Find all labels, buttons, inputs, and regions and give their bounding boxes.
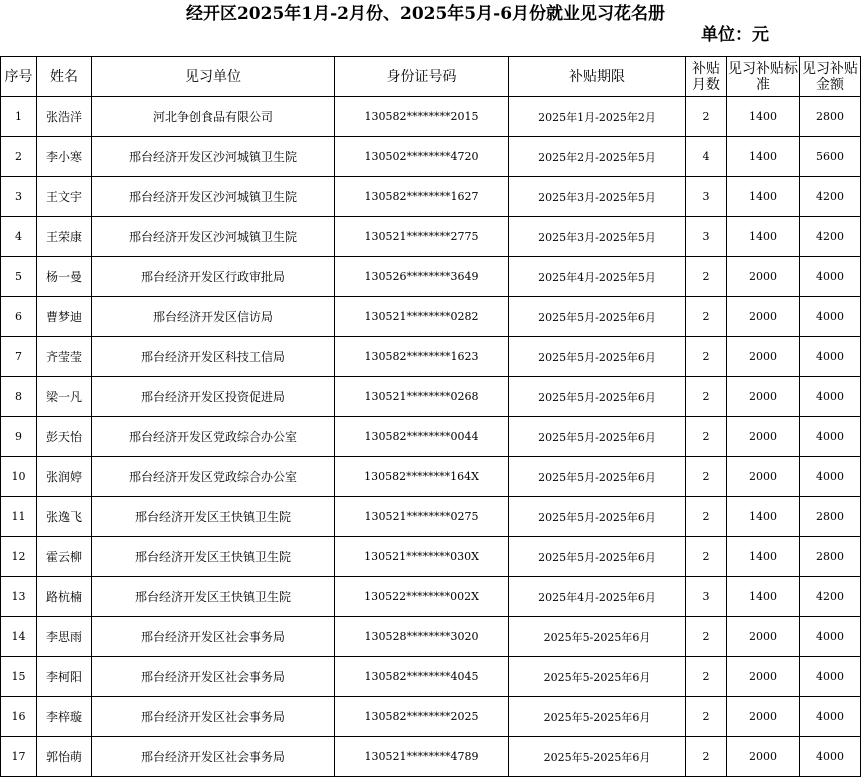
header-id-number: 身份证号码 bbox=[335, 57, 509, 97]
cell-employer: 邢台经济开发区科技工信局 bbox=[92, 337, 335, 377]
cell-index: 16 bbox=[1, 697, 37, 737]
cell-name: 王文宇 bbox=[37, 177, 92, 217]
cell-period: 2025年1月-2025年2月 bbox=[509, 97, 686, 137]
cell-standard: 1400 bbox=[727, 177, 800, 217]
cell-amount: 4000 bbox=[800, 377, 861, 417]
cell-employer: 邢台经济开发区王快镇卫生院 bbox=[92, 577, 335, 617]
cell-name: 杨一曼 bbox=[37, 257, 92, 297]
cell-period: 2025年5月-2025年6月 bbox=[509, 377, 686, 417]
header-standard: 见习补贴标准 bbox=[727, 57, 800, 97]
cell-name: 李思雨 bbox=[37, 617, 92, 657]
cell-standard: 2000 bbox=[727, 337, 800, 377]
cell-name: 李梓璇 bbox=[37, 697, 92, 737]
cell-employer: 邢台经济开发区王快镇卫生院 bbox=[92, 537, 335, 577]
trainee-roster-table bbox=[0, 56, 861, 777]
table-row bbox=[1, 497, 861, 537]
cell-index: 10 bbox=[1, 457, 37, 497]
cell-period: 2025年3月-2025年5月 bbox=[509, 177, 686, 217]
cell-months: 2 bbox=[686, 97, 727, 137]
cell-id-number: 130582********164X bbox=[335, 457, 509, 497]
cell-amount: 4000 bbox=[800, 457, 861, 497]
cell-index: 2 bbox=[1, 137, 37, 177]
table-row bbox=[1, 577, 861, 617]
cell-standard: 2000 bbox=[727, 737, 800, 777]
cell-employer: 邢台经济开发区党政综合办公室 bbox=[92, 457, 335, 497]
cell-name: 霍云柳 bbox=[37, 537, 92, 577]
table-row bbox=[1, 297, 861, 337]
table-row bbox=[1, 217, 861, 257]
cell-period: 2025年5月-2025年6月 bbox=[509, 337, 686, 377]
cell-id-number: 130528********3020 bbox=[335, 617, 509, 657]
cell-name: 梁一凡 bbox=[37, 377, 92, 417]
cell-index: 17 bbox=[1, 737, 37, 777]
header-index: 序号 bbox=[1, 57, 37, 97]
cell-months: 2 bbox=[686, 617, 727, 657]
cell-index: 12 bbox=[1, 537, 37, 577]
header-period: 补贴期限 bbox=[509, 57, 686, 97]
cell-index: 1 bbox=[1, 97, 37, 137]
table-row bbox=[1, 697, 861, 737]
cell-months: 2 bbox=[686, 257, 727, 297]
cell-id-number: 130582********1623 bbox=[335, 337, 509, 377]
cell-employer: 邢台经济开发区社会事务局 bbox=[92, 737, 335, 777]
cell-standard: 1400 bbox=[727, 497, 800, 537]
cell-period: 2025年4月-2025年5月 bbox=[509, 257, 686, 297]
cell-index: 4 bbox=[1, 217, 37, 257]
cell-amount: 4200 bbox=[800, 217, 861, 257]
cell-id-number: 130582********4045 bbox=[335, 657, 509, 697]
cell-employer: 邢台经济开发区沙河城镇卫生院 bbox=[92, 137, 335, 177]
cell-id-number: 130521********2775 bbox=[335, 217, 509, 257]
unit-label: 单位：元 bbox=[701, 25, 769, 45]
cell-months: 2 bbox=[686, 537, 727, 577]
cell-period: 2025年5月-2025年6月 bbox=[509, 297, 686, 337]
cell-name: 李小寒 bbox=[37, 137, 92, 177]
cell-name: 郭怡萌 bbox=[37, 737, 92, 777]
cell-name: 李柯阳 bbox=[37, 657, 92, 697]
cell-id-number: 130582********0044 bbox=[335, 417, 509, 457]
cell-index: 6 bbox=[1, 297, 37, 337]
cell-id-number: 130521********4789 bbox=[335, 737, 509, 777]
cell-standard: 2000 bbox=[727, 417, 800, 457]
table-row bbox=[1, 337, 861, 377]
cell-amount: 2800 bbox=[800, 537, 861, 577]
cell-index: 3 bbox=[1, 177, 37, 217]
cell-name: 曹梦迪 bbox=[37, 297, 92, 337]
cell-period: 2025年5月-2025年6月 bbox=[509, 417, 686, 457]
table-row bbox=[1, 377, 861, 417]
cell-period: 2025年5-2025年6月 bbox=[509, 737, 686, 777]
cell-months: 2 bbox=[686, 457, 727, 497]
cell-id-number: 130526********3649 bbox=[335, 257, 509, 297]
cell-months: 2 bbox=[686, 497, 727, 537]
cell-amount: 2800 bbox=[800, 97, 861, 137]
cell-index: 14 bbox=[1, 617, 37, 657]
table-row bbox=[1, 737, 861, 777]
cell-id-number: 130522********002X bbox=[335, 577, 509, 617]
cell-amount: 4000 bbox=[800, 337, 861, 377]
cell-months: 2 bbox=[686, 657, 727, 697]
cell-months: 2 bbox=[686, 297, 727, 337]
cell-standard: 2000 bbox=[727, 617, 800, 657]
cell-index: 15 bbox=[1, 657, 37, 697]
table-row bbox=[1, 177, 861, 217]
table-row bbox=[1, 657, 861, 697]
table-row bbox=[1, 617, 861, 657]
cell-months: 2 bbox=[686, 337, 727, 377]
cell-index: 9 bbox=[1, 417, 37, 457]
cell-employer: 邢台经济开发区社会事务局 bbox=[92, 697, 335, 737]
cell-standard: 1400 bbox=[727, 137, 800, 177]
cell-period: 2025年4月-2025年6月 bbox=[509, 577, 686, 617]
table-row bbox=[1, 537, 861, 577]
cell-id-number: 130582********2015 bbox=[335, 97, 509, 137]
header-months: 补贴月数 bbox=[686, 57, 727, 97]
cell-period: 2025年5-2025年6月 bbox=[509, 697, 686, 737]
cell-name: 路杭楠 bbox=[37, 577, 92, 617]
cell-standard: 2000 bbox=[727, 257, 800, 297]
cell-employer: 邢台经济开发区党政综合办公室 bbox=[92, 417, 335, 457]
cell-months: 3 bbox=[686, 177, 727, 217]
cell-months: 3 bbox=[686, 577, 727, 617]
table-row bbox=[1, 457, 861, 497]
table-row bbox=[1, 417, 861, 457]
header-amount: 见习补贴金额 bbox=[800, 57, 861, 97]
cell-index: 11 bbox=[1, 497, 37, 537]
cell-employer: 邢台经济开发区社会事务局 bbox=[92, 617, 335, 657]
cell-period: 2025年5月-2025年6月 bbox=[509, 497, 686, 537]
cell-id-number: 130521********030X bbox=[335, 537, 509, 577]
cell-amount: 4000 bbox=[800, 657, 861, 697]
cell-id-number: 130582********2025 bbox=[335, 697, 509, 737]
cell-employer: 邢台经济开发区行政审批局 bbox=[92, 257, 335, 297]
cell-amount: 4000 bbox=[800, 697, 861, 737]
cell-index: 7 bbox=[1, 337, 37, 377]
header-name: 姓名 bbox=[37, 57, 92, 97]
table-row bbox=[1, 257, 861, 297]
cell-standard: 1400 bbox=[727, 217, 800, 257]
cell-standard: 2000 bbox=[727, 297, 800, 337]
cell-employer: 河北争创食品有限公司 bbox=[92, 97, 335, 137]
cell-period: 2025年5-2025年6月 bbox=[509, 617, 686, 657]
cell-standard: 1400 bbox=[727, 97, 800, 137]
cell-employer: 邢台经济开发区王快镇卫生院 bbox=[92, 497, 335, 537]
cell-months: 2 bbox=[686, 737, 727, 777]
cell-id-number: 130521********0268 bbox=[335, 377, 509, 417]
cell-employer: 邢台经济开发区信访局 bbox=[92, 297, 335, 337]
cell-standard: 2000 bbox=[727, 377, 800, 417]
cell-amount: 4200 bbox=[800, 177, 861, 217]
cell-amount: 5600 bbox=[800, 137, 861, 177]
cell-standard: 2000 bbox=[727, 697, 800, 737]
header-row bbox=[1, 57, 861, 97]
cell-months: 3 bbox=[686, 217, 727, 257]
cell-name: 张逸飞 bbox=[37, 497, 92, 537]
cell-index: 8 bbox=[1, 377, 37, 417]
table-body bbox=[1, 97, 861, 777]
cell-standard: 2000 bbox=[727, 457, 800, 497]
cell-name: 张润婷 bbox=[37, 457, 92, 497]
cell-id-number: 130521********0282 bbox=[335, 297, 509, 337]
cell-months: 2 bbox=[686, 697, 727, 737]
cell-name: 张浩洋 bbox=[37, 97, 92, 137]
cell-months: 2 bbox=[686, 377, 727, 417]
cell-name: 王荣康 bbox=[37, 217, 92, 257]
cell-standard: 1400 bbox=[727, 577, 800, 617]
cell-standard: 2000 bbox=[727, 657, 800, 697]
cell-employer: 邢台经济开发区社会事务局 bbox=[92, 657, 335, 697]
cell-employer: 邢台经济开发区投资促进局 bbox=[92, 377, 335, 417]
cell-amount: 4000 bbox=[800, 297, 861, 337]
cell-period: 2025年5月-2025年6月 bbox=[509, 457, 686, 497]
cell-name: 彭天怡 bbox=[37, 417, 92, 457]
header-employer: 见习单位 bbox=[92, 57, 335, 97]
cell-index: 5 bbox=[1, 257, 37, 297]
cell-amount: 4000 bbox=[800, 417, 861, 457]
cell-employer: 邢台经济开发区沙河城镇卫生院 bbox=[92, 177, 335, 217]
cell-period: 2025年3月-2025年5月 bbox=[509, 217, 686, 257]
cell-employer: 邢台经济开发区沙河城镇卫生院 bbox=[92, 217, 335, 257]
table-row bbox=[1, 137, 861, 177]
cell-amount: 4200 bbox=[800, 577, 861, 617]
cell-period: 2025年5月-2025年6月 bbox=[509, 537, 686, 577]
cell-standard: 1400 bbox=[727, 537, 800, 577]
cell-period: 2025年2月-2025年5月 bbox=[509, 137, 686, 177]
cell-months: 4 bbox=[686, 137, 727, 177]
cell-id-number: 130502********4720 bbox=[335, 137, 509, 177]
cell-id-number: 130582********1627 bbox=[335, 177, 509, 217]
cell-id-number: 130521********0275 bbox=[335, 497, 509, 537]
cell-months: 2 bbox=[686, 417, 727, 457]
cell-index: 13 bbox=[1, 577, 37, 617]
table-row bbox=[1, 97, 861, 137]
cell-amount: 4000 bbox=[800, 257, 861, 297]
cell-amount: 4000 bbox=[800, 737, 861, 777]
cell-period: 2025年5-2025年6月 bbox=[509, 657, 686, 697]
cell-amount: 4000 bbox=[800, 617, 861, 657]
document-title: 经开区2025年1月-2月份、2025年5月-6月份就业见习花名册 bbox=[185, 4, 666, 24]
cell-name: 齐莹莹 bbox=[37, 337, 92, 377]
cell-amount: 2800 bbox=[800, 497, 861, 537]
